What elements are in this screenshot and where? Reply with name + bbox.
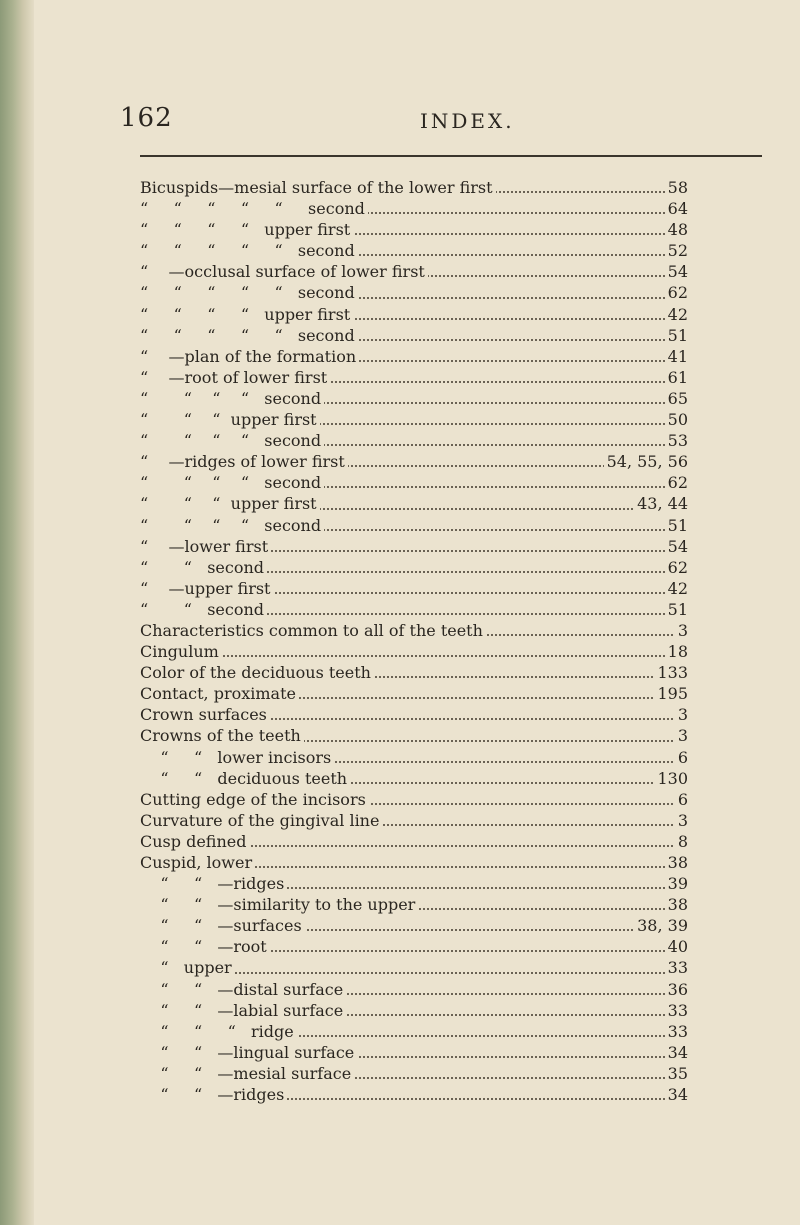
entry-label: “ “ —ridges xyxy=(140,873,287,894)
index-entry xyxy=(140,388,688,409)
index-entry xyxy=(140,936,688,957)
entry-pages: 51 xyxy=(665,325,688,346)
entry-label: “ “ “ “ second xyxy=(140,472,324,493)
entry-label: “ “ second xyxy=(140,599,267,620)
entry-pages: 42 xyxy=(665,578,688,599)
index-entry xyxy=(140,304,688,325)
entry-pages: 133 xyxy=(654,662,688,683)
entry-pages: 62 xyxy=(665,472,688,493)
index-entry xyxy=(140,261,688,282)
entry-pages: 61 xyxy=(665,367,688,388)
entry-label: “ “ “ ridge xyxy=(140,1021,297,1042)
entry-pages: 3 xyxy=(675,620,688,641)
index-entry xyxy=(140,979,688,1000)
index-entries xyxy=(140,177,688,1105)
index-entry xyxy=(140,915,688,936)
entry-pages: 62 xyxy=(665,282,688,303)
index-entry xyxy=(140,789,688,810)
entry-pages: 3 xyxy=(675,704,688,725)
index-entry xyxy=(140,662,688,683)
entry-pages: 33 xyxy=(665,957,688,978)
running-head: INDEX. xyxy=(420,109,515,133)
entry-pages: 38 xyxy=(665,894,688,915)
page-header xyxy=(120,103,760,153)
index-entry xyxy=(140,198,688,219)
index-entry xyxy=(140,346,688,367)
entry-label: “ “ lower incisors xyxy=(140,747,334,768)
index-entry xyxy=(140,219,688,240)
entry-pages: 50 xyxy=(665,409,688,430)
entry-label: “ “ “ “ upper first xyxy=(140,219,353,240)
index-entry xyxy=(140,536,688,557)
entry-pages: 65 xyxy=(665,388,688,409)
index-entry xyxy=(140,641,688,662)
index-entry xyxy=(140,493,688,514)
entry-label: Cingulum xyxy=(140,641,222,662)
entry-label: “ “ “ “ second xyxy=(140,388,324,409)
entry-label: “ —root of lower first xyxy=(140,367,330,388)
entry-label: “ “ second xyxy=(140,557,267,578)
entry-pages: 48 xyxy=(665,219,688,240)
index-entry xyxy=(140,683,688,704)
entry-label: “ —occlusal surface of lower first xyxy=(140,261,428,282)
entry-pages: 64 xyxy=(665,198,688,219)
entry-label: “ “ “ “ upper first xyxy=(140,304,353,325)
index-entry xyxy=(140,515,688,536)
entry-label: “ “ —lingual surface xyxy=(140,1042,357,1063)
entry-label: Cusp defined xyxy=(140,831,249,852)
entry-label: Bicuspids—mesial surface of the lower first xyxy=(140,177,496,198)
entry-pages: 33 xyxy=(665,1000,688,1021)
entry-pages: 18 xyxy=(665,641,688,662)
entry-label: Curvature of the gingival line xyxy=(140,810,382,831)
entry-pages: 40 xyxy=(665,936,688,957)
entry-label: Contact, proximate xyxy=(140,683,299,704)
entry-pages: 6 xyxy=(675,747,688,768)
index-entry xyxy=(140,177,688,198)
index-entry xyxy=(140,831,688,852)
entry-label: “ “ —surfaces xyxy=(140,915,305,936)
entry-pages: 52 xyxy=(665,240,688,261)
entry-pages: 58 xyxy=(665,177,688,198)
header-rule xyxy=(140,155,762,157)
entry-label: “ “ —ridges xyxy=(140,1084,287,1105)
index-entry xyxy=(140,1021,688,1042)
index-entry xyxy=(140,704,688,725)
entry-label: “ “ “ “ “ second xyxy=(140,325,358,346)
index-entry xyxy=(140,747,688,768)
entry-pages: 3 xyxy=(675,725,688,746)
entry-pages: 51 xyxy=(665,515,688,536)
entry-pages: 43, 44 xyxy=(634,493,688,514)
page-number: 162 xyxy=(120,103,173,133)
index-entry xyxy=(140,873,688,894)
entry-pages: 53 xyxy=(665,430,688,451)
entry-label: “ upper xyxy=(140,957,235,978)
index-entry xyxy=(140,325,688,346)
index-entry xyxy=(140,599,688,620)
dot-leader xyxy=(140,655,688,657)
entry-pages: 3 xyxy=(675,810,688,831)
index-entry xyxy=(140,852,688,873)
index-entry xyxy=(140,240,688,261)
index-entry xyxy=(140,578,688,599)
index-entry xyxy=(140,367,688,388)
entry-pages: 8 xyxy=(675,831,688,852)
entry-pages: 34 xyxy=(665,1042,688,1063)
entry-pages: 130 xyxy=(654,768,688,789)
entry-pages: 51 xyxy=(665,599,688,620)
entry-label: “ —ridges of lower first xyxy=(140,451,348,472)
entry-pages: 195 xyxy=(654,683,688,704)
entry-label: Color of the deciduous teeth xyxy=(140,662,374,683)
entry-label: “ “ —labial surface xyxy=(140,1000,346,1021)
entry-pages: 35 xyxy=(665,1063,688,1084)
entry-label: Crown surfaces xyxy=(140,704,270,725)
entry-pages: 38 xyxy=(665,852,688,873)
index-entry xyxy=(140,430,688,451)
index-entry xyxy=(140,768,688,789)
entry-label: “ “ “ “ “ second xyxy=(140,240,358,261)
entry-label: “ “ “ upper first xyxy=(140,493,320,514)
entry-pages: 33 xyxy=(665,1021,688,1042)
entry-pages: 36 xyxy=(665,979,688,1000)
index-entry xyxy=(140,957,688,978)
index-entry xyxy=(140,557,688,578)
index-entry xyxy=(140,1084,688,1105)
entry-label: “ “ “ “ “ second xyxy=(140,198,368,219)
entry-label: “ —plan of the formation xyxy=(140,346,359,367)
entry-pages: 6 xyxy=(675,789,688,810)
entry-label: “ —upper first xyxy=(140,578,273,599)
entry-label: “ “ “ “ “ second xyxy=(140,282,358,303)
entry-label: Cuspid, lower xyxy=(140,852,255,873)
entry-label: “ “ deciduous teeth xyxy=(140,768,350,789)
index-entry xyxy=(140,894,688,915)
entry-label: “ “ —mesial surface xyxy=(140,1063,354,1084)
index-entry xyxy=(140,1000,688,1021)
entry-label: “ “ “ “ second xyxy=(140,515,324,536)
entry-label: “ “ “ upper first xyxy=(140,409,320,430)
entry-pages: 54 xyxy=(665,536,688,557)
index-entry xyxy=(140,810,688,831)
index-entry xyxy=(140,282,688,303)
entry-pages: 41 xyxy=(665,346,688,367)
entry-pages: 42 xyxy=(665,304,688,325)
entry-pages: 39 xyxy=(665,873,688,894)
entry-label: “ “ —similarity to the upper xyxy=(140,894,418,915)
entry-label: “ —lower first xyxy=(140,536,271,557)
entry-label: Cutting edge of the incisors xyxy=(140,789,369,810)
entry-pages: 54 xyxy=(665,261,688,282)
entry-label: “ “ “ “ second xyxy=(140,430,324,451)
entry-pages: 62 xyxy=(665,557,688,578)
entry-label: Characteristics common to all of the teeth xyxy=(140,620,486,641)
index-entry xyxy=(140,451,688,472)
entry-pages: 38, 39 xyxy=(634,915,688,936)
index-entry xyxy=(140,472,688,493)
entry-label: “ “ —distal surface xyxy=(140,979,346,1000)
index-entry xyxy=(140,725,688,746)
entry-pages: 34 xyxy=(665,1084,688,1105)
index-entry xyxy=(140,1063,688,1084)
index-entry xyxy=(140,1042,688,1063)
entry-pages: 54, 55, 56 xyxy=(604,451,688,472)
book-binding-edge xyxy=(0,0,34,1225)
entry-label: “ “ —root xyxy=(140,936,270,957)
index-entry xyxy=(140,409,688,430)
index-entry xyxy=(140,620,688,641)
entry-label: Crowns of the teeth xyxy=(140,725,304,746)
